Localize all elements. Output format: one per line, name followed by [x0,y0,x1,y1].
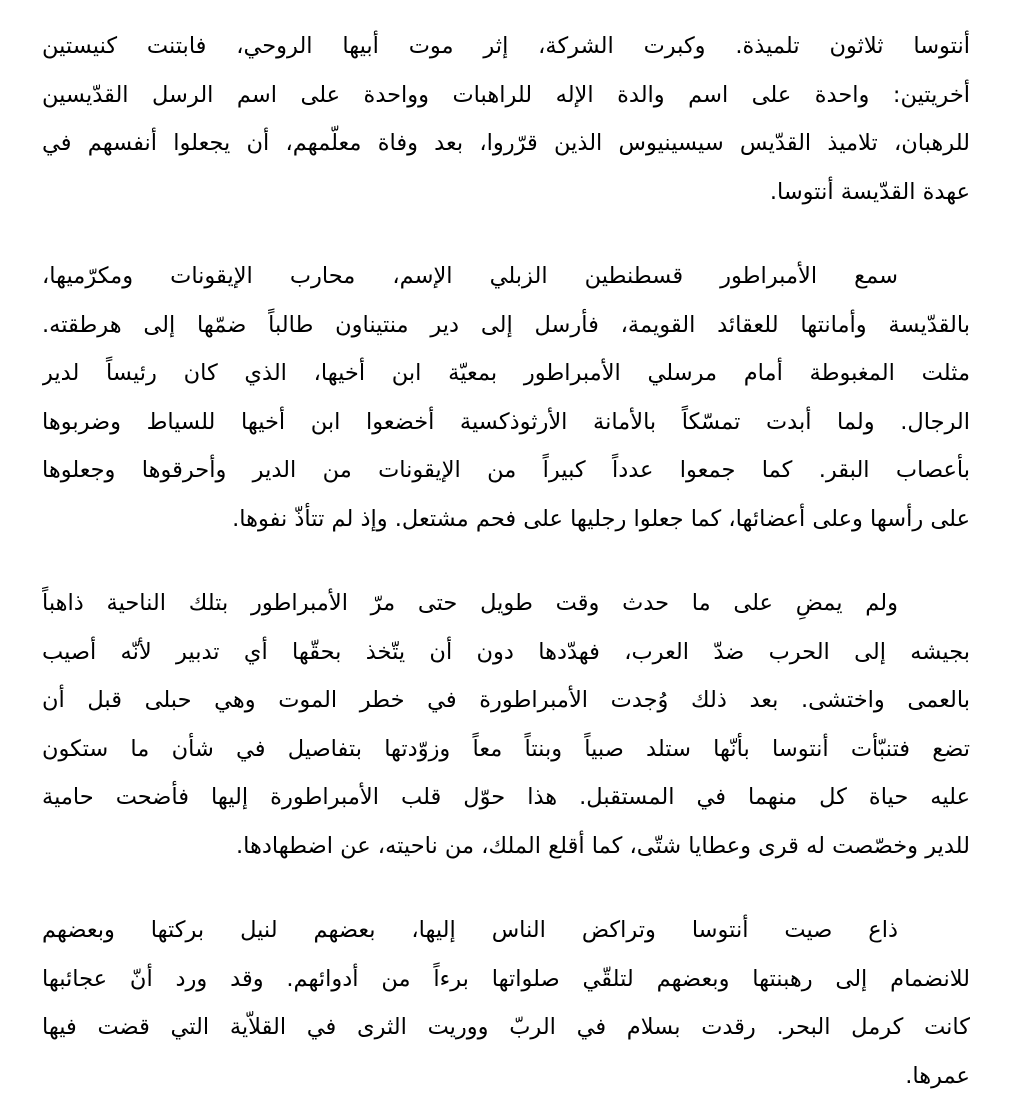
text-line: ولم يمضِ على ما حدث وقت طويل حتى مرّ الأمبراطور بتلك الناحية ذاهباً [42,579,970,628]
text-line: ذاع صيت أنتوسا وتراكض الناس إليها، بعضهم لنيل بركتها وبعضهم [42,906,970,955]
text-line: عمرها. [42,1052,970,1100]
paragraph-2 [42,252,970,543]
paragraph-1 [42,22,970,216]
paragraph-3 [42,579,970,870]
text-line: للرهبان، تلاميذ القدّيس سيسينيوس الذين قرّروا، بعد وفاة معلّمهم، أن يجعلوا أنفسهم في [42,119,970,168]
document-page [42,22,970,1100]
text-line: أنتوسا ثلاثون تلميذة. وكبرت الشركة، إثر موت أبيها الروحي، فابتنت كنيستين [42,22,970,71]
text-line: عهدة القدّيسة أنتوسا. [42,168,970,217]
text-line: مثلت المغبوطة أمام مرسلي الأمبراطور بمعيّة ابن أخيها، الذي كان رئيساً لدير [42,349,970,398]
text-line: بأعصاب البقر. كما جمعوا عدداً كبيراً من الإيقونات من الدير وأحرقوها وجعلوها [42,446,970,495]
text-line: على رأسها وعلى أعضائها، كما جعلوا رجليها على فحم مشتعل. وإذ لم تتأذّ نفوها. [42,495,970,544]
text-line: كانت كرمل البحر. رقدت بسلام في الربّ ووريت الثرى في القلاّية التي قضت فيها [42,1003,970,1052]
text-line: بجيشه إلى الحرب ضدّ العرب، فهدّدها دون أن يتّخذ بحقّها أي تدبير لأنّه أصيب [42,628,970,677]
text-line: للدير وخصّصت له قرى وعطايا شتّى، كما أقلع الملك، من ناحيته، عن اضطهادها. [42,822,970,871]
text-line: للانضمام إلى رهبنتها وبعضهم لتلقّي صلواتها برءاً من أدوائهم. وقد ورد أنّ عجائبها [42,955,970,1004]
text-line: أخريتين: واحدة على اسم والدة الإله للراهبات وواحدة على اسم الرسل القدّيسين [42,71,970,120]
text-line: بالقدّيسة وأمانتها للعقائد القويمة، فأرسل إلى دير منتيناون طالباً ضمّها إلى هرطقته. [42,301,970,350]
text-line: عليه حياة كل منهما في المستقبل. هذا حوّل قلب الأمبراطورة إليها فأضحت حامية [42,773,970,822]
text-line: بالعمى واختشى. بعد ذلك وُجدت الأمبراطورة في خطر الموت وهي حبلى قبل أن [42,676,970,725]
text-line: الرجال. ولما أبدت تمسّكاً بالأمانة الأرثوذكسية أخضعوا ابن أخيها للسياط وضربوها [42,398,970,447]
text-line: تضع فتنبّأت أنتوسا بأنّها ستلد صبياً وبنتاً معاً وزوّدتها بتفاصيل في شأن ما ستكون [42,725,970,774]
text-line: سمع الأمبراطور قسطنطين الزبلي الإسم، محارب الإيقونات ومكرّميها، [42,252,970,301]
paragraph-4 [42,906,970,1100]
